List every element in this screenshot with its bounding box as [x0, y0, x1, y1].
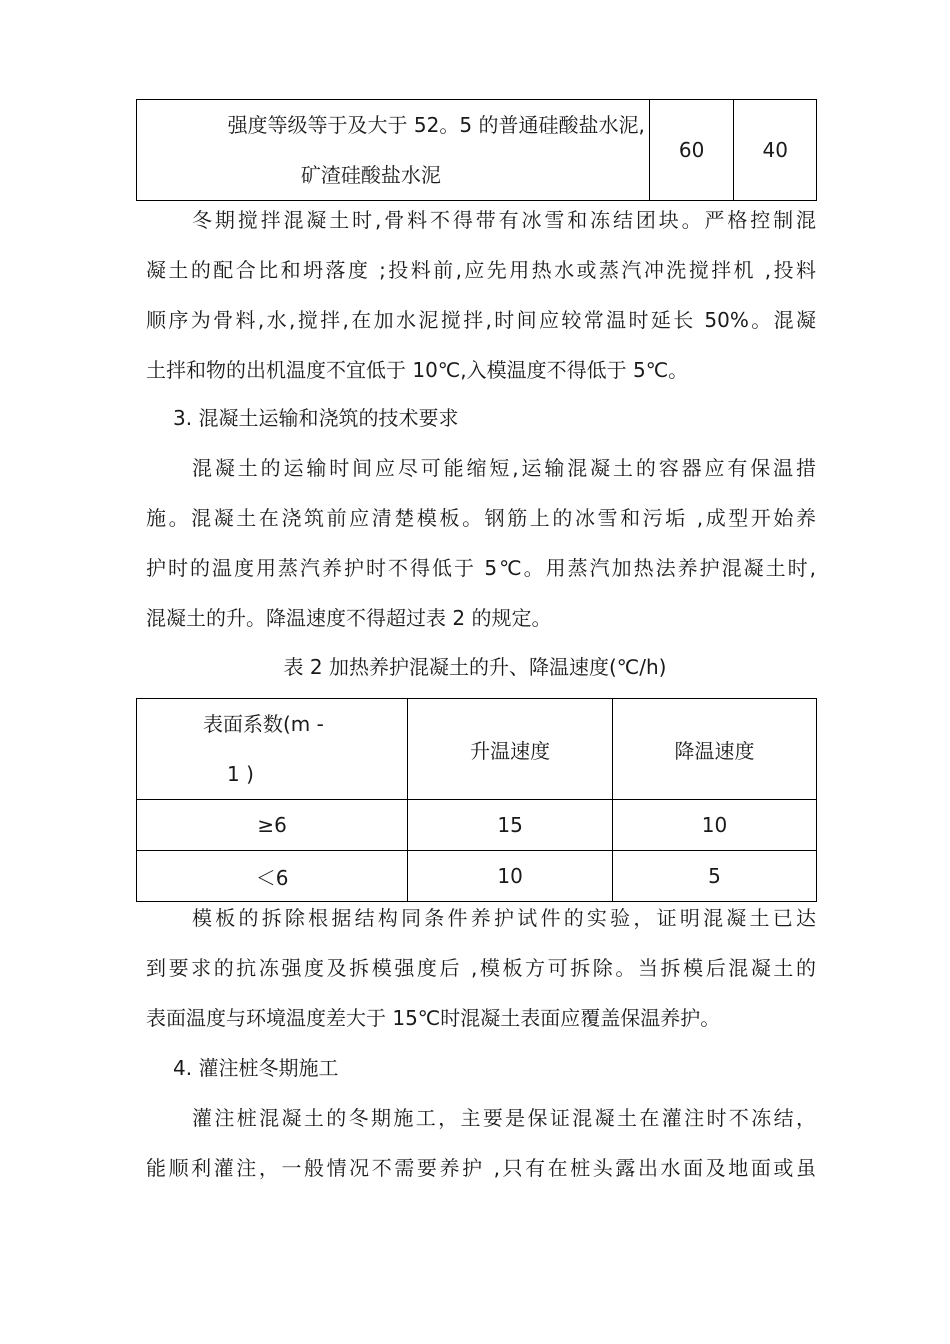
table-row: [137, 800, 817, 851]
header-line: 1 ): [227, 762, 254, 786]
table-row: [137, 100, 817, 201]
table-cell: 15: [408, 800, 613, 851]
paragraph-line: 到要求的抗冻强度及拆模强度后 ,模板方可拆除。当拆模后混凝土的: [146, 956, 816, 980]
heating-rate-table: [136, 698, 817, 902]
paragraph-formwork: [146, 893, 816, 1043]
paragraph-line: 施。混凝土在浇筑前应清楚模板。钢筋上的冰雪和污垢 ,成型开始养: [146, 506, 816, 530]
header-heating-rate: 升温速度: [408, 699, 613, 800]
table-cell: 10: [613, 800, 817, 851]
cement-table-continuation: [136, 99, 817, 201]
section-heading-3: 3. 混凝土运输和浇筑的技术要求: [173, 406, 459, 430]
paragraph-piles: [146, 1093, 816, 1193]
cement-type-line1: 强度等级等于及大于 52。5 的普通硅酸盐水泥,: [227, 113, 645, 137]
paragraph-line: 模板的拆除根据结构同条件养护试件的实验，证明混凝土已达: [192, 906, 816, 930]
table-cell: 10: [408, 851, 613, 902]
cement-type-cell: [137, 100, 650, 201]
paragraph-line: 表面温度与环境温度差大于 15℃时混凝土表面应覆盖保温养护。: [146, 1006, 721, 1030]
table-header-row: [137, 699, 817, 800]
paragraph-line: 灌注桩混凝土的冬期施工，主要是保证混凝土在灌注时不冻结，: [192, 1106, 816, 1130]
table-cell: ＜6: [137, 851, 408, 902]
header-surface-coefficient: [137, 699, 408, 800]
paragraph-line: 能顺利灌注，一般情况不需要养护 ,只有在桩头露出水面及地面或虽: [146, 1156, 816, 1180]
table-cell: ≥6: [137, 800, 408, 851]
header-line: 表面系数(m -: [203, 712, 324, 736]
paragraph-line: 混凝土的运输时间应尽可能缩短,运输混凝土的容器应有保温措: [192, 456, 816, 480]
paragraph-mixing: [146, 195, 816, 395]
table-cell-value2: 40: [734, 100, 817, 201]
paragraph-line: 顺序为骨料,水,搅拌,在加水泥搅拌,时间应较常温时延长 50%。混凝: [146, 308, 816, 332]
paragraph-transport: [146, 443, 816, 643]
paragraph-line: 土拌和物的出机温度不宜低于 10℃,入模温度不得低于 5℃。: [146, 358, 689, 382]
paragraph-line: 冬期搅拌混凝土时,骨料不得带有冰雪和冻结团块。严格控制混: [192, 208, 816, 232]
header-cooling-rate: 降温速度: [613, 699, 817, 800]
table-cell-value1: 60: [649, 100, 734, 201]
cement-type-line2: 矿渣硅酸盐水泥: [300, 163, 441, 187]
paragraph-line: 凝土的配合比和坍落度 ;投料前,应先用热水或蒸汽冲洗搅拌机 ,投料: [146, 258, 816, 282]
paragraph-line: 混凝土的升。降温速度不得超过表 2 的规定。: [146, 606, 552, 630]
paragraph-line: 护时的温度用蒸汽养护时不得低于 5℃。用蒸汽加热法养护混凝土时,: [146, 556, 816, 580]
table2-caption: 表 2 加热养护混凝土的升、降温速度(℃/h): [283, 655, 667, 679]
table-cell: 5: [613, 851, 817, 902]
section-heading-4: 4. 灌注桩冬期施工: [173, 1056, 339, 1080]
